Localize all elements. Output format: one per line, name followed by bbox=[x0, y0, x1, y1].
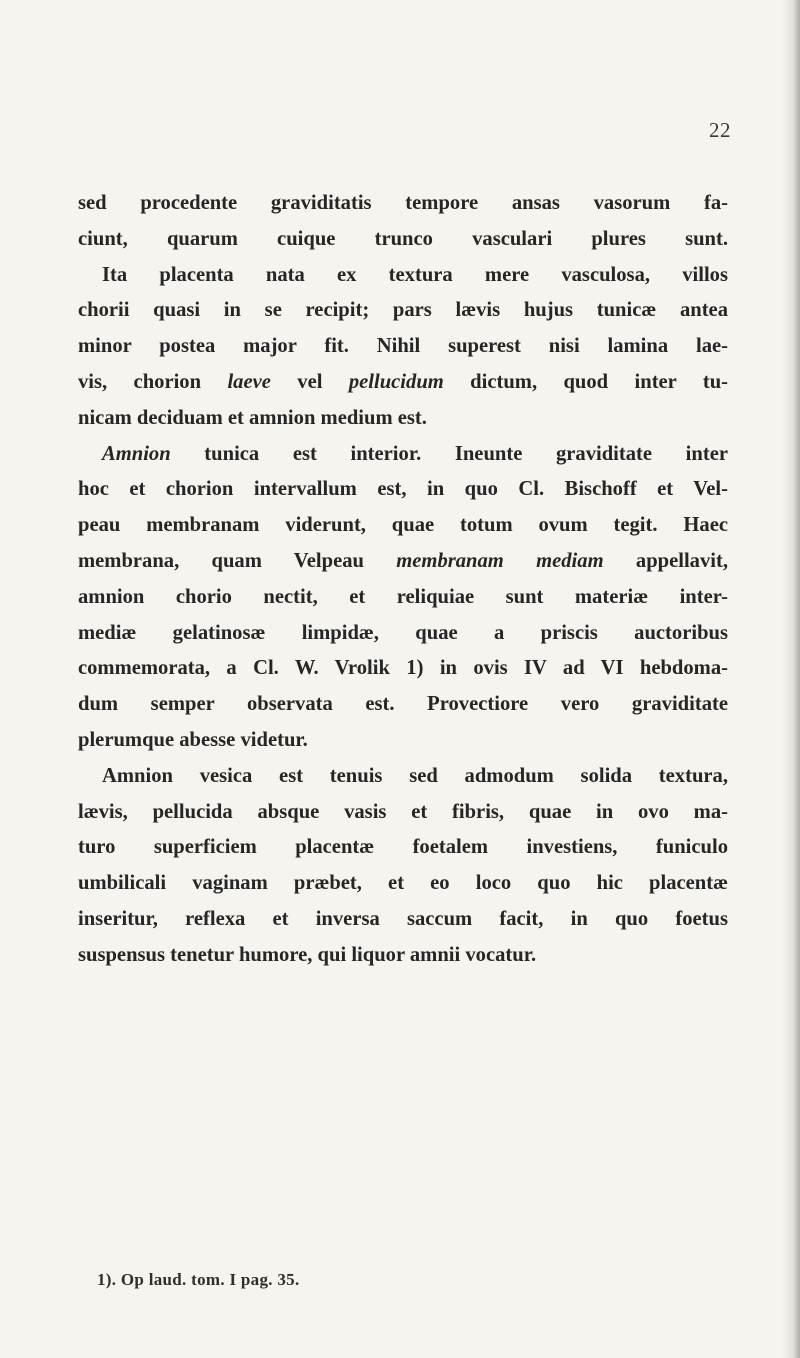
text-run: tunica est interior. Ineunte graviditate inter bbox=[170, 442, 728, 465]
text-line: Amnion vesica est tenuis sed admodum solida textura, bbox=[102, 764, 728, 787]
page-number: 22 bbox=[709, 118, 731, 142]
text-line: suspensus tenetur humore, qui liquor amnii vocatur. bbox=[78, 943, 537, 966]
text-line: Ita placenta nata ex textura mere vasculosa, villos bbox=[102, 263, 728, 286]
text-run: vel bbox=[270, 370, 349, 393]
text-line bbox=[78, 365, 728, 401]
text-run: dictum, quod inter tu- bbox=[443, 370, 729, 393]
body-text bbox=[78, 186, 728, 974]
text-line: peau membranam viderunt, quae totum ovum tegit. Haec bbox=[78, 514, 728, 537]
text-run: membrana, quam Velpeau bbox=[78, 549, 397, 572]
text-line: chorii quasi in se recipit; pars lævis hujus tunicæ antea bbox=[78, 299, 728, 322]
emphasis-text: laeve bbox=[227, 370, 271, 393]
text-line: umbilicali vaginam præbet, et eo loco quo hic placentæ bbox=[78, 872, 728, 895]
text-line: sed procedente graviditatis tempore ansas vasorum fa- bbox=[78, 192, 728, 214]
emphasis-text: membranam mediam bbox=[396, 549, 604, 572]
text-line: inseritur, reflexa et inversa saccum facit, in quo foetus bbox=[78, 907, 728, 930]
text-run: vis, chorion bbox=[78, 370, 228, 393]
text-line: dum semper observata est. Provectiore vero graviditate bbox=[78, 693, 728, 716]
text-line: nicam deciduam et amnion medium est. bbox=[78, 406, 427, 429]
text-line bbox=[78, 544, 728, 580]
footnote: 1). Op laud. tom. I pag. 35. bbox=[97, 1270, 300, 1289]
emphasis-text: pellucidum bbox=[348, 370, 444, 393]
text-line: turo superficiem placentæ foetalem investiens, funiculo bbox=[78, 836, 728, 859]
text-line bbox=[78, 437, 728, 473]
text-line: hoc et chorion intervallum est, in quo Cl. Bischoff et Vel- bbox=[78, 478, 728, 501]
text-run: appellavit, bbox=[603, 549, 729, 572]
text-line: minor postea major fit. Nihil superest nisi lamina lae- bbox=[78, 335, 728, 358]
text-line: mediæ gelatinosæ limpidæ, quae a priscis auctoribus bbox=[78, 621, 728, 644]
text-line: lævis, pellucida absque vasis et fibris, quae in ovo ma- bbox=[78, 800, 728, 823]
text-line: plerumque abesse videtur. bbox=[78, 728, 308, 751]
emphasis-text: Amnion bbox=[102, 442, 171, 465]
text-line: ciunt, quarum cuique trunco vasculari plures sunt. bbox=[78, 227, 728, 250]
page-edge-shadow bbox=[782, 0, 800, 1358]
text-line: amnion chorio nectit, et reliquiae sunt materiæ inter- bbox=[78, 585, 728, 608]
text-line: commemorata, a Cl. W. Vrolik 1) in ovis IV ad VI hebdoma- bbox=[78, 657, 728, 680]
